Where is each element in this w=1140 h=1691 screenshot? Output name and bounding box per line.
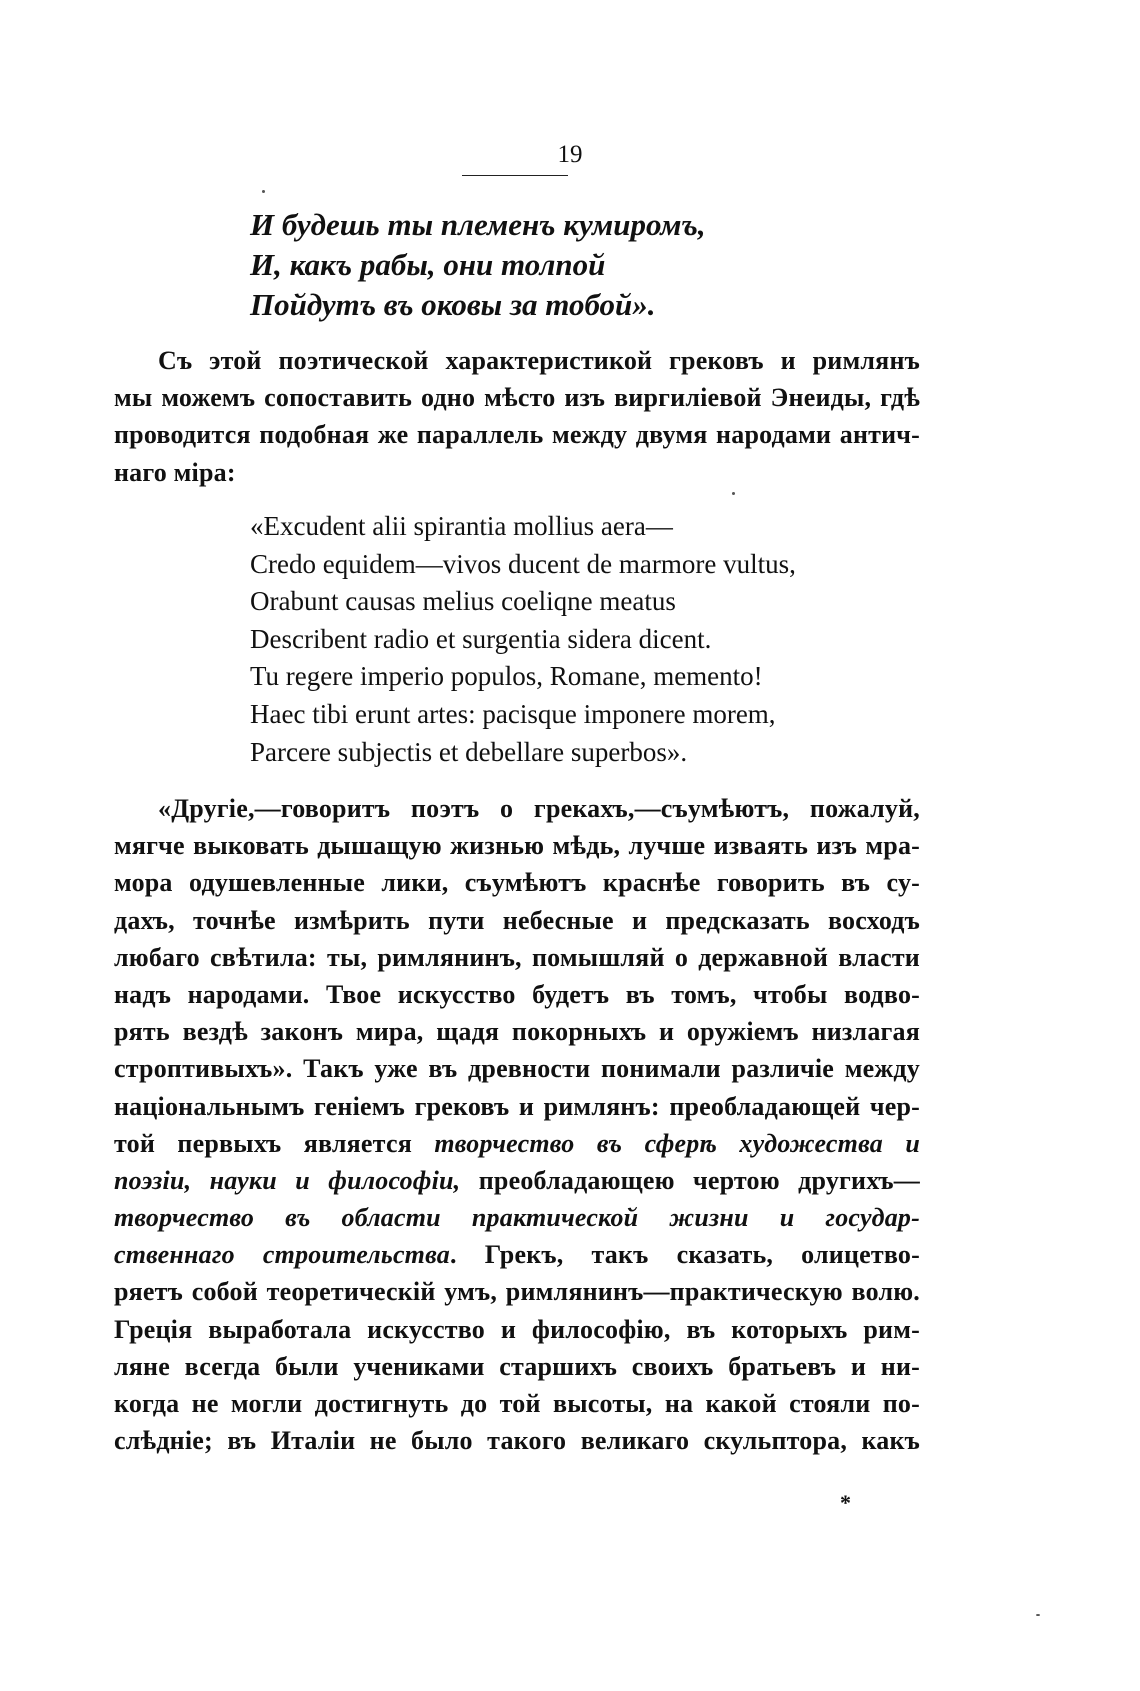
text-line: ряетъ собой теоретическій умъ, римлянинъ—практическую волю. [114, 1277, 920, 1307]
text-line: «Другіе,—говоритъ поэтъ о грекахъ,—съумѣютъ, пожалуй, [158, 794, 920, 823]
italic-emphasis: ственнаго строительства [114, 1240, 450, 1270]
latin-line: Haec tibi erunt artes: pacisque imponere morem, [250, 698, 776, 729]
latin-line: «Excudent alii spirantia mollius aera— [250, 511, 673, 541]
latin-line: Orabunt causas melius coeliqne meatus [250, 586, 676, 617]
latin-quotation [250, 508, 796, 771]
verse-line: И будешь ты племенъ кумиромъ, [250, 207, 706, 242]
text-run: той первыхъ является [114, 1128, 435, 1158]
scan-speck [262, 190, 265, 193]
text-line: когда не могли достигнуть до той высоты, на какой стояли по- [114, 1389, 920, 1418]
text-line [114, 1125, 920, 1162]
text-line: мягче выковать дышащую жизнью мѣдь, лучше изваять изъ мра- [114, 831, 920, 861]
text-line: слѣдніе; въ Италіи не было такого великаго скульптора, какъ [114, 1426, 920, 1456]
page-number: 19 [557, 141, 583, 168]
text-line: мы можемъ сопоставить одно мѣсто изъ виргиліевой Энеиды, гдѣ [114, 383, 920, 413]
verse-line: Пойдутъ въ оковы за тобой». [250, 287, 656, 322]
paragraph-2 [114, 790, 920, 1459]
verse-line: И, какъ рабы, они толпой [250, 247, 606, 282]
scan-speck [732, 492, 735, 495]
text-line: національнымъ геніемъ грековъ и римлянъ: преобладающей чер- [114, 1091, 920, 1121]
italic-emphasis: творчество въ сферѣ художества и [434, 1128, 920, 1158]
text-line: наго міра: [114, 457, 236, 487]
page-number-rule [462, 175, 568, 176]
latin-line: Parcere subjectis et debellare superbos». [250, 736, 688, 767]
latin-line: Tu regere imperio populos, Romane, memento! [250, 661, 763, 692]
text-line: любаго свѣтила: ты, римлянинъ, помышляй о державной власти [114, 942, 920, 972]
text-line: надъ народами. Твое искусство будетъ въ томъ, чтобы водво- [114, 979, 920, 1009]
text-line: проводится подобная же параллель между двумя народами антич- [114, 420, 920, 450]
scan-speck [1036, 1614, 1040, 1616]
footnote-mark: * [840, 1490, 851, 1515]
text-line: строптивыхъ». Такъ уже въ древности понимали различіе между [114, 1054, 920, 1084]
latin-line: Credo equidem—vivos ducent de marmore vultus, [250, 548, 796, 579]
text-line: мора одушевленные лики, съумѣютъ краснѣе говорить въ су- [114, 868, 920, 898]
text-line [114, 1236, 920, 1273]
italic-emphasis-line: творчество въ области практической жизни и государ- [114, 1203, 920, 1233]
text-run: . Грекъ, такъ сказать, олицетво- [449, 1240, 920, 1270]
text-line: рять вездѣ законъ мира, щадя покорныхъ и оружіемъ низлагая [114, 1017, 920, 1047]
paragraph-1 [114, 342, 920, 491]
text-line: Греція выработала искусство и философію, въ которыхъ рим- [114, 1314, 920, 1344]
text-line [114, 1162, 920, 1199]
verse-block [250, 205, 706, 325]
latin-line: Describent radio et surgentia sidera dicent. [250, 623, 712, 654]
text-run: преобладающею чертою другихъ— [460, 1165, 920, 1195]
italic-emphasis: поэзіи, науки и философіи, [114, 1165, 461, 1195]
text-line: ляне всегда были учениками старшихъ своихъ братьевъ и ни- [114, 1351, 920, 1381]
text-line: дахъ, точнѣе измѣрить пути небесные и предсказать восходъ [114, 905, 920, 935]
text-line: Съ этой поэтической характеристикой грековъ и римлянъ [158, 346, 920, 375]
